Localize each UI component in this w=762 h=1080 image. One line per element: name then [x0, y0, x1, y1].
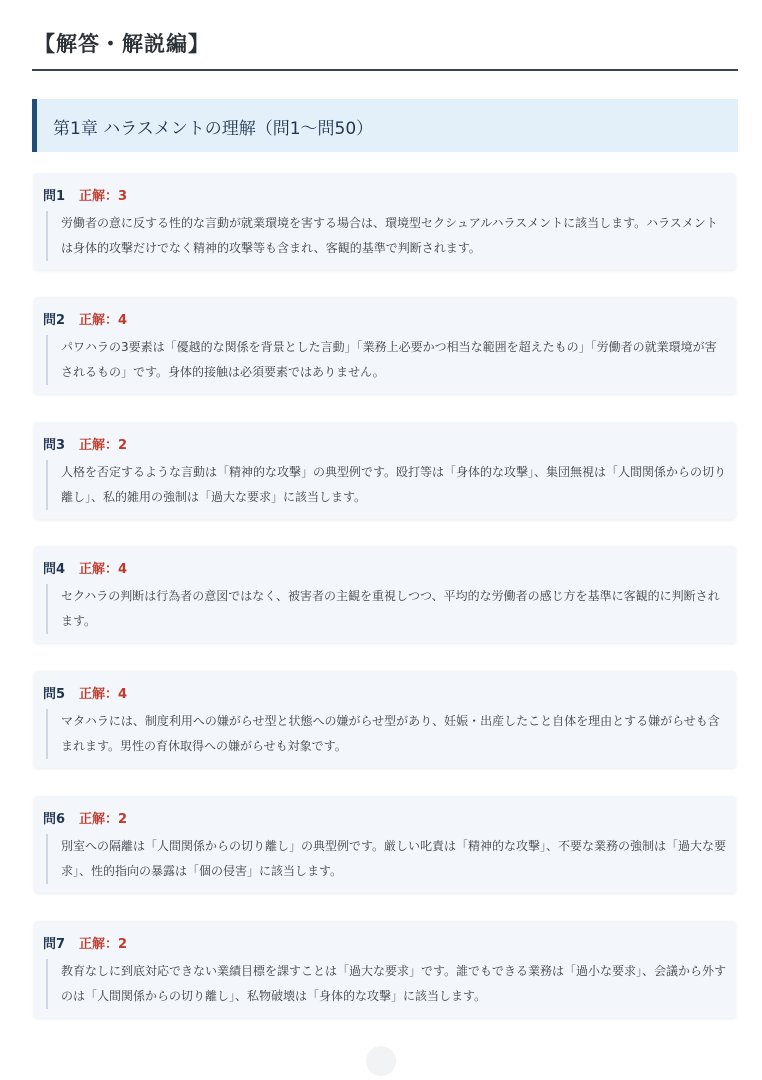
answer-label: 正解：2: [79, 438, 128, 453]
question-card-1: [34, 173, 736, 270]
question-card-2: [34, 297, 736, 394]
question-card-5: [34, 671, 736, 768]
question-number: 問1: [43, 189, 66, 204]
explanation-text: セクハラの判断は行為者の意図ではなく、被害者の主観を重視しつつ、平均的な労働者の感じ方を基準に客観的に判断されます。: [46, 584, 728, 634]
question-header: [43, 683, 127, 702]
answer-label: 正解：2: [79, 937, 128, 952]
question-header: [43, 558, 127, 577]
question-number: 問2: [43, 313, 66, 328]
answer-label: 正解：2: [79, 812, 128, 827]
answer-label: 正解：3: [79, 189, 128, 204]
question-card-6: [34, 796, 736, 893]
question-card-4: [34, 546, 736, 643]
explanation-text: 人格を否定するような言動は「精神的な攻撃」の典型例です。殴打等は「身体的な攻撃」、集団無視は「人間関係からの切り離し」、私的雑用の強制は「過大な要求」に該当します。: [46, 460, 728, 510]
question-header: [43, 185, 127, 204]
chapter-title: 第1章 ハラスメントの理解（問1〜問50）: [53, 119, 374, 139]
question-card-3: [34, 422, 736, 519]
explanation-text: パワハラの3要素は「優越的な関係を背景とした言動」「業務上必要かつ相当な範囲を超えたもの」「労働者の就業環境が害されるもの」です。身体的接触は必須要素ではありません。: [46, 335, 728, 385]
question-number: 問5: [43, 687, 66, 702]
question-number: 問6: [43, 812, 66, 827]
chapter-header: [32, 99, 738, 152]
explanation-text: 別室への隔離は「人間関係からの切り離し」の典型例です。厳しい叱責は「精神的な攻撃」、不要な業務の強制は「過大な要求」、性的指向の暴露は「個の侵害」に該当します。: [46, 834, 728, 884]
question-number: 問4: [43, 562, 66, 577]
question-number: 問7: [43, 937, 66, 952]
page-title: 【解答・解説編】: [34, 32, 210, 56]
explanation-text: 労働者の意に反する性的な言動が就業環境を害する場合は、環境型セクシュアルハラスメントに該当します。ハラスメントは身体的攻撃だけでなく精神的攻撃等も含まれ、客観的基準で判断されます。: [46, 211, 728, 261]
question-header: [43, 309, 127, 328]
answer-label: 正解：4: [79, 562, 128, 577]
answer-label: 正解：4: [79, 313, 128, 328]
explanation-text: マタハラには、制度利用への嫌がらせ型と状態への嫌がらせ型があり、妊娠・出産したこと自体を理由とする嫌がらせも含まれます。男性の育休取得への嫌がらせも対象です。: [46, 709, 728, 759]
title-divider: [32, 69, 738, 71]
question-header: [43, 434, 127, 453]
page-indicator: [366, 1046, 396, 1076]
explanation-text: 教育なしに到底対応できない業績目標を課すことは「過大な要求」です。誰でもできる業務は「過小な要求」、会議から外すのは「人間関係からの切り離し」、私物破壊は「身体的な攻撃」に該当します。: [46, 959, 728, 1009]
answer-label: 正解：4: [79, 687, 128, 702]
question-header: [43, 808, 127, 827]
question-number: 問3: [43, 438, 66, 453]
question-header: [43, 933, 127, 952]
question-card-7: [34, 921, 736, 1018]
